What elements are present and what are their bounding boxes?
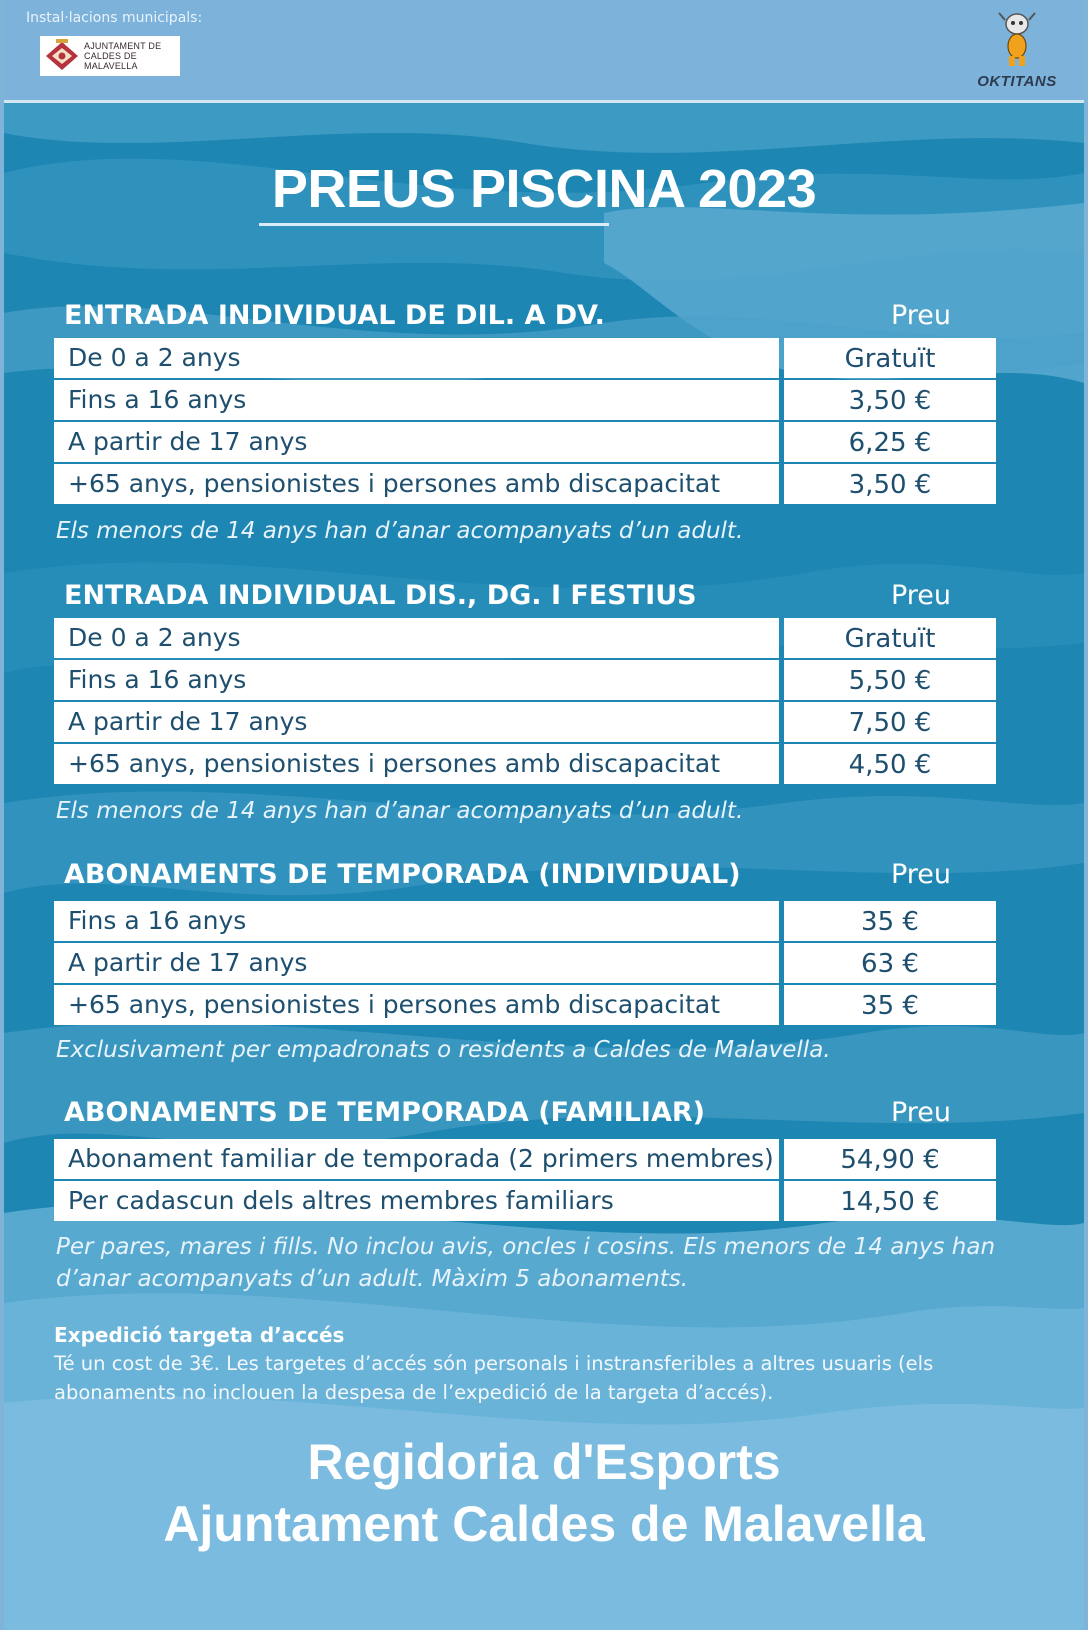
section-heading: ABONAMENTS DE TEMPORADA (INDIVIDUAL) (64, 859, 741, 890)
municipality-logo-line2: CALDES DE MALAVELLA (84, 51, 138, 71)
row-label: Fins a 16 anys (54, 901, 779, 941)
municipality-logo-line1: AJUNTAMENT DE (84, 41, 162, 51)
partner-logo-text: OKTITANS (977, 73, 1057, 90)
section-heading: ENTRADA INDIVIDUAL DIS., DG. I FESTIUS (64, 580, 697, 611)
row-label: +65 anys, pensionistes i persones amb discapacitat (54, 985, 779, 1025)
row-label: A partir de 17 anys (54, 943, 779, 983)
row-label: Per cadascun dels altres membres familiars (54, 1181, 779, 1221)
row-label: Abonament familiar de temporada (2 primers membres) (54, 1139, 779, 1179)
section-note: Els menors de 14 anys han d’anar acompanyats d’un adult. (56, 518, 744, 544)
row-price: 35 € (784, 901, 996, 941)
row-label: +65 anys, pensionistes i persones amb discapacitat (54, 744, 779, 784)
partner-logo (972, 10, 1062, 90)
row-label: A partir de 17 anys (54, 702, 779, 742)
title-underline (259, 223, 609, 226)
row-label: De 0 a 2 anys (54, 618, 779, 658)
row-label: A partir de 17 anys (54, 422, 779, 462)
row-price: 4,50 € (784, 744, 996, 784)
row-price: 54,90 € (784, 1139, 996, 1179)
row-price: 63 € (784, 943, 996, 983)
row-price: 5,50 € (784, 660, 996, 700)
row-label: Fins a 16 anys (54, 660, 779, 700)
row-price: 3,50 € (784, 380, 996, 420)
row-price: Gratuït (784, 338, 996, 378)
price-column-header: Preu (890, 580, 952, 611)
page-title: PREUS PISCINA 2023 (271, 159, 817, 219)
section-heading: ENTRADA INDIVIDUAL DE DIL. A DV. (64, 300, 605, 331)
section-note: Els menors de 14 anys han d’anar acompanyats d’un adult. (56, 798, 744, 824)
section-note: Per pares, mares i fills. No inclou avis, oncles i cosins. Els menors de 14 anys han d’anar acompanyats d’un adult. Màxim 5 abonaments. (56, 1234, 996, 1292)
price-poster (4, 103, 1084, 1630)
row-label: +65 anys, pensionistes i persones amb discapacitat (54, 464, 779, 504)
row-price: 7,50 € (784, 702, 996, 742)
price-column-header: Preu (890, 859, 952, 890)
section-heading: ABONAMENTS DE TEMPORADA (FAMILIAR) (64, 1097, 705, 1128)
price-column-header: Preu (890, 1097, 952, 1128)
price-column-header: Preu (890, 300, 952, 331)
section-note: Exclusivament per empadronats o residents a Caldes de Malavella. (56, 1037, 831, 1063)
facilities-label: Instal·lacions municipals: (26, 10, 203, 26)
access-card-text: Té un cost de 3€. Les targetes d’accés són personals i instransferibles a altres usuaris (els abonaments no inclouen la despesa de l’expedició de la targeta d’accés). (54, 1352, 934, 1404)
row-price: 6,25 € (784, 422, 996, 462)
footer-municipality: Ajuntament Caldes de Malavella (163, 1496, 925, 1552)
footer-department: Regidoria d'Esports (307, 1434, 781, 1490)
municipality-shield-icon (44, 39, 80, 73)
row-label: Fins a 16 anys (54, 380, 779, 420)
mascot-icon (995, 10, 1039, 68)
row-price: Gratuït (784, 618, 996, 658)
header-bar (4, 0, 1084, 103)
row-price: 3,50 € (784, 464, 996, 504)
municipality-logo (40, 36, 180, 76)
row-label: De 0 a 2 anys (54, 338, 779, 378)
row-price: 14,50 € (784, 1181, 996, 1221)
access-card-title: Expedició targeta d’accés (54, 1323, 345, 1347)
row-price: 35 € (784, 985, 996, 1025)
